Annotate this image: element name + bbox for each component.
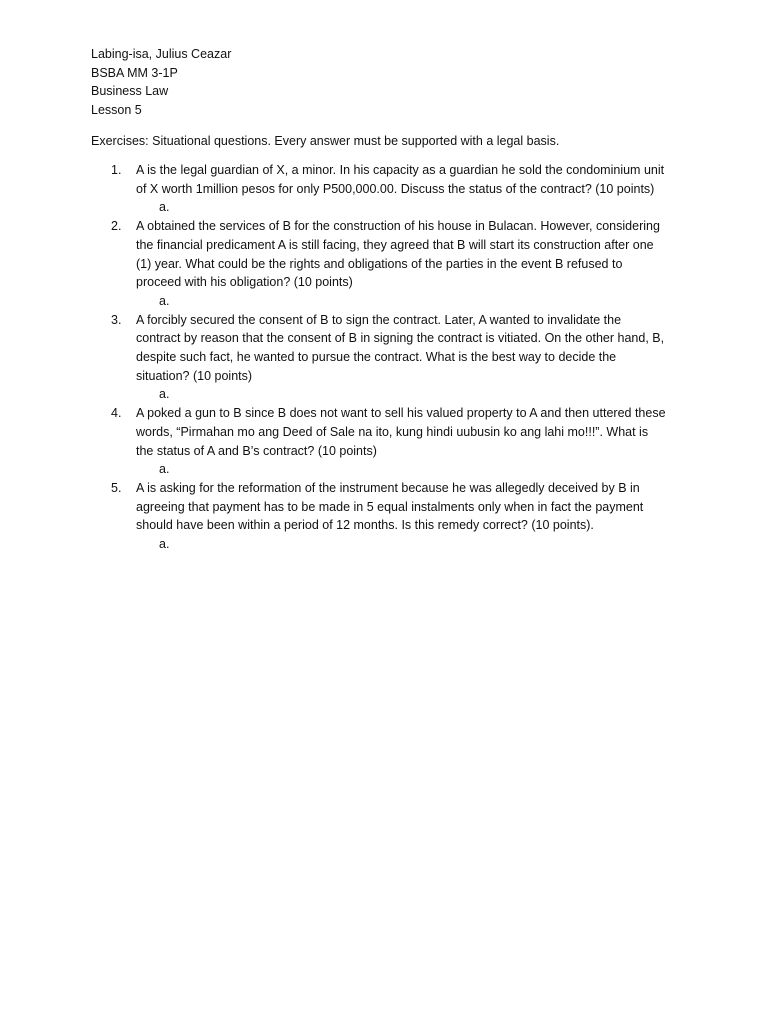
question-text-line: contract by reason that the consent of B in signing the contract is vitiated. On the other hand, B, [136,331,665,346]
exercise-instructions: Exercises: Situational questions. Every answer must be supported with a legal basis. [91,134,560,148]
question-item [91,479,691,554]
question-text-line: situation? (10 points) [136,368,253,383]
question-item [91,311,691,405]
answer-sub-item: a. [159,200,170,215]
question-text-line: A forcibly secured the consent of B to sign the contract. Later, A wanted to invalidate the [136,312,622,327]
answer-sub-item: a. [159,387,170,402]
question-item [91,161,691,217]
question-text-line: A is the legal guardian of X, a minor. In his capacity as a guardian he sold the condominium unit [136,163,665,177]
question-text-line: proceed with his obligation? (10 points) [136,275,353,290]
question-number: 4. [111,406,122,421]
question-text-line: of X worth 1million pesos for only P500,000.00. Discuss the status of the contract? (10 points) [136,181,655,196]
question-text-line: A is asking for the reformation of the instrument because he was allegedly deceived by B in [136,480,640,495]
question-text-line: the financial predicament A is still facing, they agreed that B will start its construction after one [136,237,654,252]
answer-sub-item: a. [159,462,170,477]
question-item [91,404,691,479]
question-text-line: should have been within a period of 12 months. Is this remedy correct? (10 points). [136,518,594,533]
question-text-line: despite such fact, he wanted to pursue the contract. What is the best way to decide the [136,350,617,365]
question-text-line: agreeing that payment has to be made in 5 equal instalments only when in fact the payment [136,499,644,514]
subject-title: Business Law [91,84,169,99]
question-number: 1. [111,163,122,177]
answer-sub-item: a. [159,537,170,552]
answer-sub-item: a. [159,293,170,308]
question-text-line: A poked a gun to B since B does not want to sell his valued property to A and then uttered these [136,406,666,421]
document-header [91,45,691,120]
question-number: 3. [111,312,122,327]
question-list [91,161,691,554]
question-text-line: words, “Pirmahan mo ang Deed of Sale na ito, kung hindi uubusin ko ang lahi mo!!!”. What is [136,424,649,439]
question-text-line: (1) year. What could be the rights and obligations of the parties in the event B refused to [136,256,623,271]
lesson-title: Lesson 5 [91,103,142,118]
question-item [91,217,691,311]
question-number: 2. [111,219,122,234]
question-text-line: the status of A and B’s contract? (10 points) [136,443,377,458]
student-section: BSBA MM 3-1P [91,65,178,80]
question-text-line: A obtained the services of B for the construction of his house in Bulacan. However, considering [136,219,660,234]
student-name: Labing-isa, Julius Ceazar [91,47,232,61]
question-number: 5. [111,480,122,495]
